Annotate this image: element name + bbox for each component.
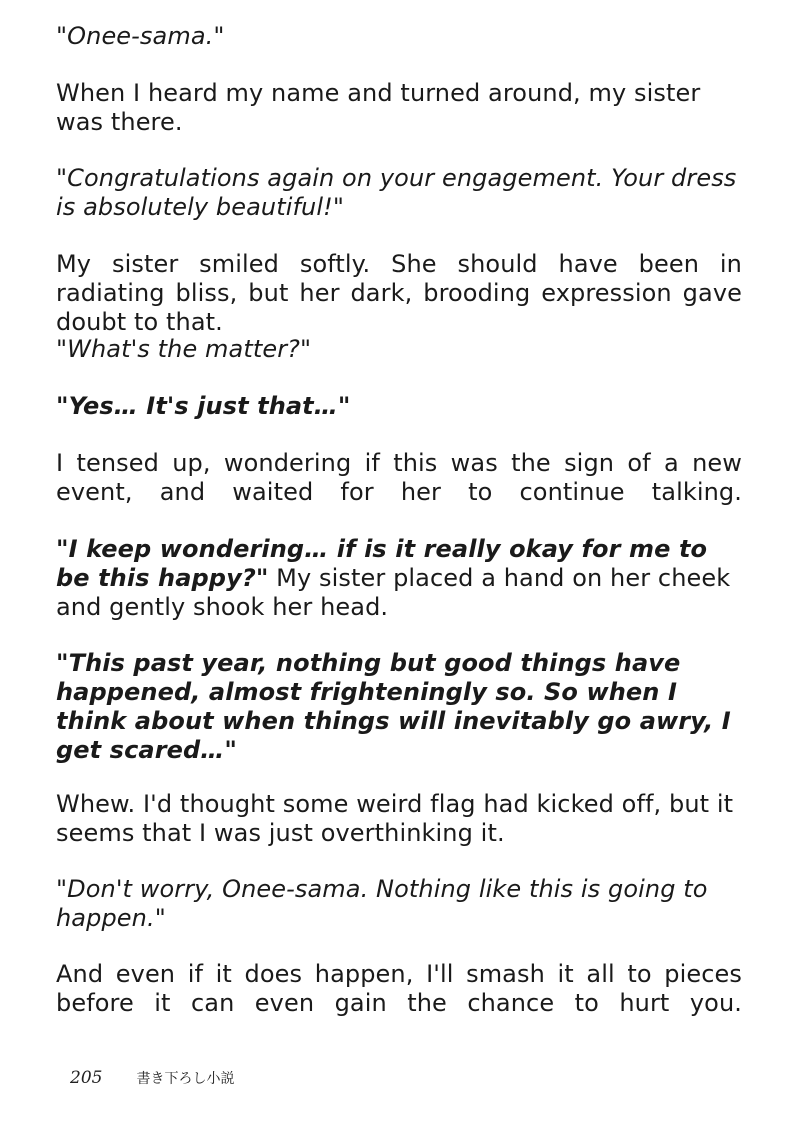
paragraph-past-year: "This past year, nothing but good things have happened, almost frighteningly so. So when I think about when things will inevitably go awry, I get scared…": [56, 649, 731, 764]
paragraph-whew: Whew. I'd thought some weird flag had kicked off, but it seems that I was just overthinking it.: [56, 790, 734, 847]
dialogue-keep-wondering: "I keep wondering… if is it really okay for me to be this happy?": [56, 535, 708, 592]
page-number: 205: [70, 1068, 103, 1088]
paragraph-whats-the-matter: "What's the matter?": [56, 335, 312, 363]
paragraph-keep-wondering: [56, 535, 742, 622]
paragraph-dont-worry: "Don't worry, Onee-sama. Nothing like this is going to happen.": [56, 875, 708, 932]
paragraph-tensed-up: I tensed up, wondering if this was the sign of a new event, and waited for her to continue talking.: [56, 449, 742, 506]
paragraph-heard-name: When I heard my name and turned around, my sister was there.: [56, 79, 701, 136]
paragraph-yes-just-that: "Yes… It's just that…": [56, 392, 351, 420]
paragraph-sister-smiled: My sister smiled softly. She should have been in radiating bliss, but her dark, brooding expression gave doubt to that.: [56, 250, 742, 336]
running-head: 書き下ろし小説: [136, 1071, 235, 1087]
paragraph-onee-sama: "Onee-sama.": [56, 22, 225, 50]
narration-placed-hand: My sister placed a hand on her cheek and gently shook her head.: [56, 564, 731, 621]
paragraph-congratulations: "Congratulations again on your engagement. Your dress is absolutely beautiful!": [56, 164, 737, 221]
paragraph-smash-to-pieces: And even if it does happen, I'll smash it all to pieces before it can even gain the chance to hurt you.: [56, 960, 742, 1017]
page-footer: [70, 1068, 234, 1088]
